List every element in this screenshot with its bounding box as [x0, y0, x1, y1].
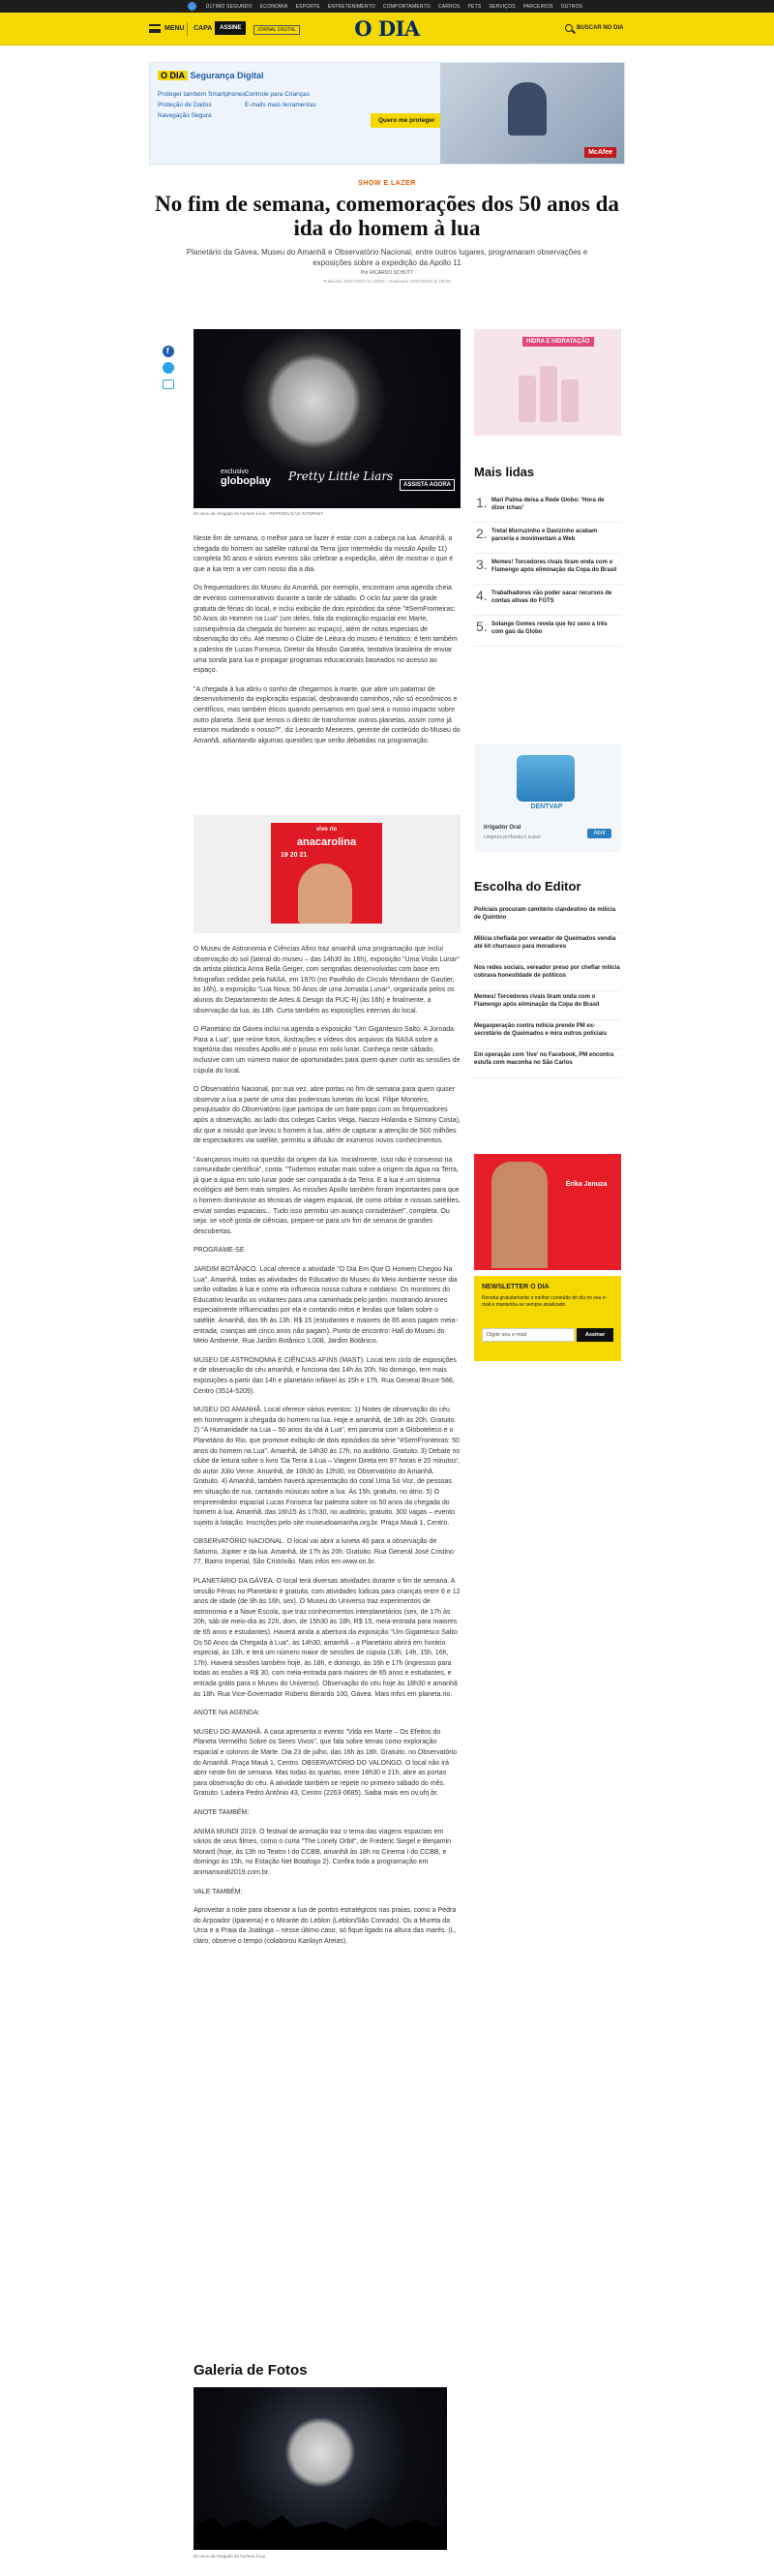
article-body-continued: [194, 945, 461, 1955]
ad-dates: 19 20 21: [281, 852, 308, 859]
topnav-item[interactable]: ENTRETENIMENTO: [327, 3, 375, 10]
product-image: [519, 376, 536, 422]
digital-paper-link[interactable]: JORNAL DIGITAL: [253, 25, 300, 35]
sidebar-ad-hydration[interactable]: [474, 329, 621, 436]
ad-link[interactable]: E-mails mais ferramentas: [245, 102, 316, 108]
article-dates: Publicado 19/07/2019 às 19h00 · Atualizado 19/07/2019 às 19h16: [323, 279, 451, 284]
article-byline: Por RICARDO SCHOTT: [360, 270, 414, 276]
most-read-list: [474, 492, 621, 647]
editors-choice-item[interactable]: Policiais procuram cemitério clandestino de milícia de Quintino: [474, 904, 621, 933]
ad-title: HIDRA E HIDRATAÇÃO: [522, 337, 594, 347]
sidebar-ad-red[interactable]: [474, 1154, 621, 1270]
most-read-item[interactable]: 1. Mari Palma deixa a Rede Globo: 'Hora de dizer tchau': [474, 492, 621, 523]
article-body: [194, 534, 461, 755]
crowd-silhouette: [194, 2509, 447, 2550]
paragraph: Aproveitar a noite para observar a lua de pontos estratégicos nas praias, como a Pedra do Arpoador (Ipanema) e o Mirante do Leblon (Leblon/São Conrado). Ou a Mureta da Urca e a Praia da Joatinga – nesse último caso, só fique ligado na altura das marés. (L, claro, observe o tempo (colaborou Karilayn Areias).: [194, 1907, 457, 1945]
most-read-title: Mais lidas: [474, 465, 535, 479]
concert-ad: [271, 823, 382, 924]
product-image: [540, 366, 557, 422]
divider: [187, 22, 188, 36]
gallery-title: Galeria de Fotos: [194, 2362, 308, 2379]
hero-caption: 50 anos da chegada do homem à lua · REPRODUÇÃO INTERNET: [194, 511, 324, 516]
topnav-item[interactable]: COMPORTAMENTO: [382, 3, 431, 10]
ad-link[interactable]: Navegação Segura: [158, 112, 212, 119]
article-subtitle: Planetário da Gávea, Museu do Amanhã e Observatório Nacional, entre outros lugares, programaram observações e exposições sobre a expedição da Apollo 11: [186, 248, 588, 267]
article-title: No fim de semana, comemorações dos 50 anos da ida do homem à lua: [155, 192, 619, 240]
topnav-item[interactable]: ESPORTE: [295, 3, 320, 10]
section-heading: ANOTE TAMBÉM:: [194, 1808, 250, 1816]
topnav-item[interactable]: SERVIÇOS: [489, 3, 516, 10]
paragraph: O Planetário da Gávea inclui na agenda a exposição "Um Gigantesco Salto: A Jornada Para a Lua", que reúne fotos, ilustrações e vídeos dos arquivos da NASA sobre a trajetória das missões Apollo até o pouso em solo lunar. Conheça neste sábado, inclusive com um número maior de oportunidades para quem quiser curtir as sessões de cúpula do local.: [194, 1026, 461, 1075]
facebook-share-icon[interactable]: [163, 346, 174, 357]
editors-choice-list: [474, 904, 621, 1078]
ad-brand: DENTVAP: [530, 803, 563, 810]
sidebar-ad-dentvap[interactable]: [474, 743, 621, 852]
most-read-item[interactable]: 3. Memes! Torcedores rivais tiram onda com o Flamengo após eliminação da Copa do Brasil: [474, 554, 621, 585]
top-nav: [0, 0, 774, 13]
topnav-item[interactable]: PETS: [467, 3, 482, 10]
paragraph: Neste fim de semana, o melhor para se fazer é estar com a cabeça na lua. Amanhã, a chegada do homem ao satélite natural da Terra (por intermédio da missão Apollo 11) completa 50 anos e vários eventos são celebrar a expedição, além de mostrar o que é que a lua tem a ver com nosso dia a dia.: [194, 535, 454, 573]
gallery-image[interactable]: [194, 2387, 447, 2550]
editors-choice-item[interactable]: Em operação com 'live' no Facebook, PM encontra estufa com maconha no São Carlos: [474, 1049, 621, 1078]
editors-choice-item[interactable]: Memes! Torcedores rivais tiram onda com o Flamengo após eliminação da Copa do Brasil: [474, 991, 621, 1020]
ad-cta-button[interactable]: Quero me proteger: [371, 113, 443, 128]
topnav-item[interactable]: OUTROS: [560, 3, 583, 10]
paragraph: MUSEU DE ASTRONOMIA E CIÊNCIAS AFINS (MAST). Local tem ciclo de exposições e de observação do céu amanhã, e funciona das 14h às 20h. No domingo, tem mais exposições a partir das 14h e planetário inflável às 15h e 17h. Rua General Bruce 586, Centro (3514-5209).: [194, 1356, 457, 1395]
gallery-caption: 50 anos da chegada do homem à lua: [194, 2554, 266, 2559]
person-image: [508, 82, 547, 136]
paragraph: MUSEU DO AMANHÃ. A casa apresenta o evento "Vida em Marte – Os Efeitos do Planeta Vermelho Sobre os Seres Vivos", que fala sobre temas como exploração espacial e colonos de Marte. Dia 23 de julho, das 16h às 18h. Gratuito, no Observatório do Amanhã. Praça Mauá 1, Centro. OBSERVATÓRIO DO VALONGO. O local não irá abrir neste fim de semana. Mas todas às quartas, entre 18h30 e 21h, abre as portas para observação do céu. A atividade também se repete no primeiro sábado do mês. Gratuito. Ladeira Pedro Antônio 43, Centro (2263-0685). Saiba mais em ov.ufrj.br.: [194, 1728, 457, 1798]
ad-description: Limpeza profunda e suave: [484, 834, 541, 840]
subscribe-button[interactable]: ASSINE: [215, 21, 246, 35]
ad-link[interactable]: Controle para Crianças: [245, 91, 310, 98]
editors-choice-item[interactable]: Nos redes sociais, vereador preso por chefiar milícia cobrava honestidade de políticos: [474, 962, 621, 991]
home-icon[interactable]: [188, 2, 196, 11]
hero-ad-brand: exclusivo globoplay: [221, 469, 271, 487]
paragraph: "A chegada à lua abriu o sonho de chegarmos à marte, que abre um patamar de desenvolvimento da exploração espacial, desbravando caminhos, não só econômicos e científicos, mas também éticos quando pensamos em qual será o nosso impacto sobre outro planeta. Será que temos o direito de transformar outros planetas, assim como já estamos mudando o nosso?", diz Leonardo Menezes, gerente de conteúdo do Museu do Amanhã, adiantando algumas questões que serão debatidas na programação.: [194, 685, 461, 744]
hero-image[interactable]: [194, 329, 461, 508]
paragraph: "Avançamos muito na questão da origem da lua. Inicialmente, isso não é consenso na comunidade científica", conta. "Tudemos estudar mais sobre a origem da água na Terra, já que a água em solo lunar pode ser comparada à da Terra. E a lua é um sistema ecológico até bem mais simples. As missões Apollo também foram importantes para que o homem dominasse as técnicas de viagem espacial, de como orbitar e nossas satélites, enviar sondas espaciais... Tudo isso permitiu um avanço considerável", completa. Ou seja: se você gosta de ciências, prepare-se para um fim de semana de grandes descobertas.: [194, 1156, 461, 1235]
twitter-share-icon[interactable]: [163, 362, 174, 374]
watch-now-button[interactable]: ASSISTA AGORA: [400, 479, 455, 491]
comment-icon[interactable]: [163, 379, 174, 389]
newsletter-description: Receba gratuitamente o melhor conteúdo do dia no seu e-mail e mantenha-se sempre atualizado.: [482, 1295, 608, 1308]
ad-link[interactable]: Proteger também Smartphones: [158, 91, 246, 98]
site-header: [0, 13, 774, 45]
most-read-item[interactable]: 5. Solange Gomes revela que fez sexo a três com gaú da Globo: [474, 616, 621, 647]
product-image: [517, 755, 575, 802]
ad-text: Érika Januza: [565, 1181, 608, 1188]
hero-signature: Pretty Little Liars: [288, 470, 394, 483]
paragraph: PLANETÁRIO DA GÁVEA. O local terá diversas atividades durante o fim de semana. A sessão Férias no Planetário é gratuita, com atividades lúdicas para crianças entre 6 e 12 anos de idade (de 9h às 16h, sex). O Museu do Universo traz experimentos de astronomia e a Nave Escola, que traz conhecimentos interplanetários (sex, de 17h às 20h, sáb de meio-dia às 22h, dom, de 15h30 às 18h, R$ 15, meia-entrada para maiores de 65 anos e estudantes). Haverá ainda a abertura da exposição "Um Gigantesco Salto: Os 50 Anos da Chegada à Lua", às 14h30, amanhã – a Planetário abrirá em horário especial, às 13h, e terá um número maior de sessões de cúpula (13h, 14h, 15h, 16h, 17h). Haverá sessões também hoje, às 18h, e domingo, às 16h e 17h (ingressos para todas as essões a R$ 30, com meia-entrada para maiores de 65 anos e estudantes, e entrada grátis para o Museu do Universo). Observação do céu hoje às 18h30 e amanhã às 18h. Rua Vice-Governador Rúbens Berardo 100, Gávea. Mais infos em planeta.rio.: [194, 1578, 461, 1698]
paragraph: OBSERVATÓRIO NACIONAL. O local vai abrir a luneta 46 para a observação de Saturno, Júpiter e da lua. Amanhã, de 17h às 20h. Gratuito. Rua General José Cristino 77, Bairro Imperial, São Cristóvão. Mais infos em www.on.br.: [194, 1538, 454, 1566]
article-category[interactable]: SHOW E LAZER: [358, 180, 416, 187]
ad-open-button[interactable]: Abrir: [587, 829, 611, 838]
ad-venue: vivo rio: [315, 827, 338, 833]
hamburger-icon[interactable]: [149, 24, 161, 33]
paragraph: JARDIM BOTÂNICO. Local oferece a atividade "O Dia Em Que O Homem Chegou Na Lua". Amanhã, todas as atividades do Educativo do Museu do Meio Ambiente nesse dia serão voltadas à lua e como ela influencia nossa cultura e cotidiano. Os monitores do Educativo levarão os visitantes para uma caminhada pelo jardim, mostrando árvores especialmente influenciadas por ela e contando mitos e lendas que falam sobre o satélite. Amanhã, das 9h às 13h. R$ 15 (estudantes e maiores de 65 anos pagam meia-entrada; crianças até cinco anos não pagam). Ponto de encontro: Hall do Museu do Meio Ambiente. Rua Jardim Botânico 1.008, Jardim Botânico.: [194, 1266, 458, 1346]
topnav-item[interactable]: CARROS: [437, 3, 461, 10]
paragraph: O Observatório Nacional, por sua vez, abre portas no fim de semana para quem quiser observar a lua a partir de uma das poderosas lunetas do local. Filipe Monteiro, pesquisador do Observatório (que participa de um bate-papo com os frequentadores após a observação, ao lado dos colegas Carlos Veiga, Nacizo Holanda e Simony Costa), diz que a missão que levou o homem à lua, além de capturar a atenção de 500 milhões de espectadores via satélite, permitiu a difusão de inúmeros novos conhecimentos.: [194, 1086, 461, 1145]
artist-image: [298, 864, 352, 924]
capa-link[interactable]: CAPA: [194, 25, 213, 32]
ad-logo: O DIA Segurança Digital: [158, 71, 264, 80]
editors-choice-item[interactable]: Megaoperação contra milícia prende PM ex-secretário de Queimados e mira outros policiais: [474, 1020, 621, 1049]
editors-choice-title: Escolha do Editor: [474, 879, 581, 894]
newsletter-email-input[interactable]: Digite seu e-mail: [482, 1328, 575, 1342]
person-image: [491, 1162, 548, 1268]
inline-ad[interactable]: [194, 815, 461, 933]
search-button[interactable]: BUSCAR NO DIA: [577, 25, 624, 31]
ad-link[interactable]: Proteção de Dados: [158, 102, 212, 108]
most-read-item[interactable]: 4. Trabalhadores vão poder sacar recursos de contas ativas do FGTS: [474, 585, 621, 616]
paragraph: O Museu de Astronomia e Ciências Afins traz amanhã uma programação que inclui observação do sol (lateral do museu – das 14h30 às 16h), exposição "Uma Visão Lunar" da artista plástica Anna Bella Geiger, com serigrafias desenvolvidas com base em fotografias cedidas pela NASA, em 1970 (no Pavilhão do Círculo Meridiano de Gautier, às 16h), a exposição "Lua Nova: 50 Anos de uma Jornada Lunar", organizada pelos os alunos do Departamento de Artes & Design da PUC-Rj (às 16h) e finalmente, a observação da lua, às 18h. Curta também as exposições internas do local.: [194, 946, 460, 1015]
ad-links: [158, 90, 351, 122]
newsletter-box: [474, 1276, 621, 1361]
site-logo[interactable]: O DIA: [354, 16, 420, 41]
sponsor-logo: McAfee: [584, 147, 616, 158]
newsletter-subscribe-button[interactable]: Assinar: [577, 1328, 613, 1342]
topnav-item[interactable]: ÚLTIMO SEGUNDO: [205, 3, 253, 10]
section-heading: ANOTE NA AGENDA:: [194, 1710, 260, 1717]
ad-title: Irrigador Oral: [484, 825, 521, 831]
search-icon[interactable]: [565, 24, 573, 32]
ad-image: [440, 63, 624, 164]
ad-artist: anacarolina: [296, 836, 357, 848]
paragraph: Os frequentadores do Museu do Amanhã, por exemplo, encontram uma agenda cheia de eventos comemorativos durante a tarde de sábado. O ciclo faz parte da grade gratuita de férias do local, e inclui exibição de dois episódios da série "#SemFronteiras: 50 Anos do Homem na Lua" (um deles, fala da exploração espacial em Marte, consequência da chegada do homem ao espaço), além de notas especiais de observação do céu. Até mesmo o Clube de Leitura do museu é temático: é tem também a palestra de Lucas Fonseca, Diretor da Missão Garatéa, tentativa brasileira de enviar uma sonda para lua e propagar programas educacionais baseados no acesso ao espaço.: [194, 585, 458, 675]
paragraph: MUSEU DO AMANHÃ. Local oferece vários eventos: 1) Noites de observação do céu em homenagem à chegada do homem na lua. Hoje e amanhã, de 18h às 20h. Gratuito. 2) "A Humanidade na Lua – 50 anos da ida à Lua", em parceria com a Globoteleco e o Planetário do Rio, que promove exibição de dois episódios da série "#SemFronteiras: 50 anos do homem na Lua". Amanhã, de 14h30 às 17h, no auditório. Gratuito. 3) Debate no clube de leitura sobre o livro 'Da Terra à Lua – Viagem Direta em 97 horas e 20 minutos', do autor Júlio Verne. Amanhã, de 10h30 às 12h30, no Observatório do Amanhã. Gratuito. 4) Amanhã, também haverá apresentação do coral Uma Só Voz, de pessoas em situação de rua, cantando músicas sobre a lua. Às 15h, gratuito, no átrio. 5) O empreendedor espacial Lucas Fonseca faz palestra sobre os 50 anos da chegada do homem à lua. Amanhã, das 16h15 às 17h30, no auditório, gratuito. 300 vagas – evento sujeito à lotação. Inscrições pelo site museudoamanha.org.br. Praça Mauá 1, Centro.: [194, 1407, 461, 1527]
editors-choice-item[interactable]: Milícia chefiada por vereador de Queimados vendia até kit churrasco para moradores: [474, 933, 621, 962]
menu-button[interactable]: MENU: [164, 25, 185, 32]
top-banner-ad[interactable]: [149, 62, 625, 165]
newsletter-title: NEWSLETTER O DIA: [482, 1284, 550, 1290]
paragraph: ANIMA MUNDI 2019. O festival de animação traz o tema das viagens espaciais em vários de seus filmes, como o curta "The Lonely Orbit", de Frederic Siegel e Benjamin Morard (hoje, às 13h no Teatro I do CCBB, amanhã às 18h no Cinema I do CCBB, e domingo às 15h, no Estação Net Botafogo 2). Confira toda a programação em animamundi2019.com.br.: [194, 1828, 452, 1876]
product-image: [561, 379, 579, 422]
topnav-item[interactable]: PARCEIROS: [522, 3, 553, 10]
topnav-item[interactable]: ECONOMIA: [259, 3, 288, 10]
most-read-item[interactable]: 2. Tretal Murruzinho e Davizinho acabam parceria e movimentam a Web: [474, 523, 621, 554]
section-heading: PROGRAME-SE: [194, 1247, 245, 1255]
section-heading: VALE TAMBÉM:: [194, 1888, 243, 1895]
